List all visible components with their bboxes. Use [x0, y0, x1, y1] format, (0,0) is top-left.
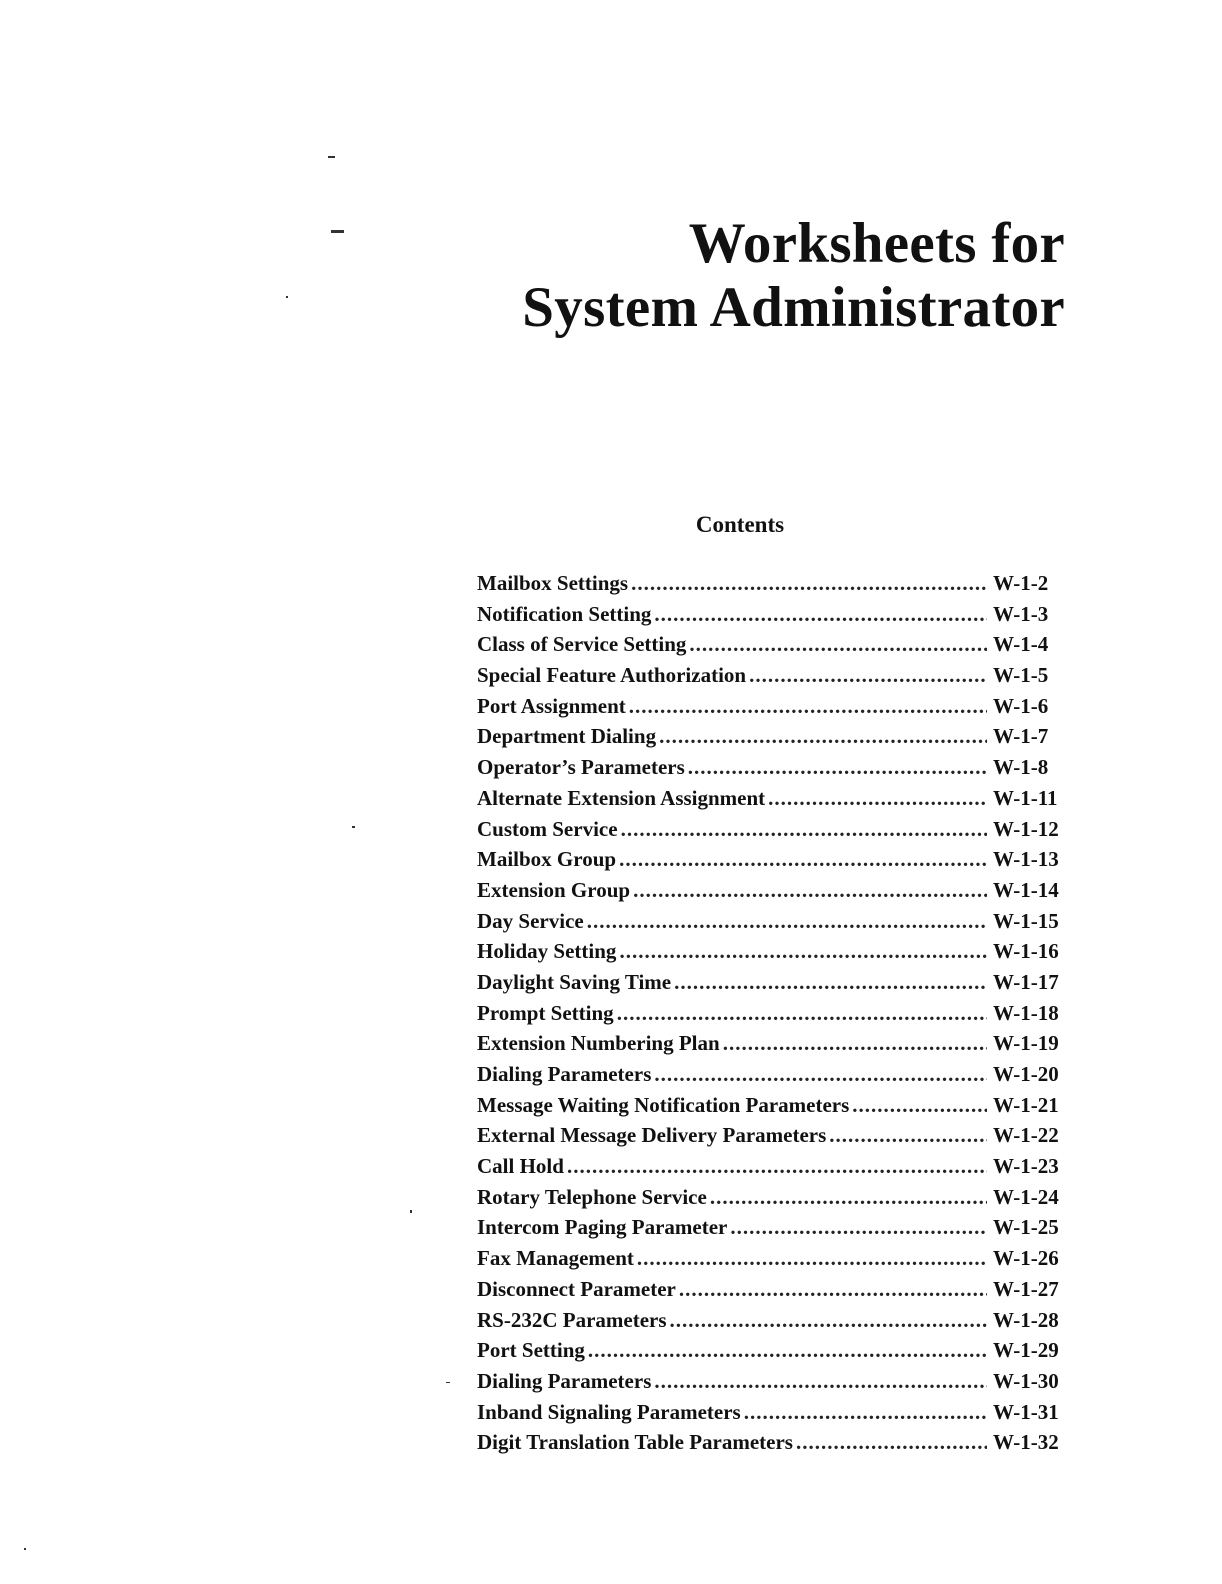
toc-entry-title: Extension Numbering Plan [477, 1031, 720, 1056]
toc-entry[interactable] [477, 939, 1071, 970]
toc-leader-dots [796, 1430, 987, 1455]
toc-leader-dots [730, 1215, 987, 1240]
toc-leader-dots [619, 847, 987, 872]
toc-entry-title: RS-232C Parameters [477, 1307, 667, 1332]
toc-entry-page: W-1-23 [993, 1154, 1059, 1179]
toc-leader-dots [723, 1031, 987, 1056]
toc-entry-title: Operator’s Parameters [477, 755, 685, 780]
scan-mark [352, 826, 355, 828]
toc-entry-page: W-1-32 [993, 1430, 1059, 1455]
toc-leader-dots [633, 878, 987, 903]
toc-entry-title: Digit Translation Table Parameters [477, 1430, 793, 1455]
toc-entry-page: W-1-21 [993, 1092, 1059, 1117]
toc-entry-title: Mailbox Settings [477, 571, 629, 595]
toc-entry-title: Day Service [477, 908, 584, 933]
scan-mark [24, 1548, 26, 1550]
toc-entry-title: Class of Service Setting [477, 632, 687, 657]
toc-entry-page: W-1-11 [993, 785, 1058, 810]
toc-entry[interactable] [477, 724, 1071, 755]
contents-heading: Contents [695, 512, 785, 537]
toc-leader-dots [670, 1308, 987, 1333]
toc-entry-page: W-1-5 [993, 663, 1049, 688]
toc-entry[interactable] [477, 1246, 1071, 1277]
toc-entry-title: Message Waiting Notification Parameters [477, 1092, 850, 1117]
toc-entry-title: Extension Group [477, 877, 631, 902]
toc-entry-title: Holiday Setting [477, 939, 617, 964]
toc-leader-dots [749, 663, 987, 688]
toc-entry-title: Mailbox Group [477, 847, 617, 872]
toc-leader-dots [588, 1338, 987, 1363]
toc-entry[interactable] [477, 1338, 1071, 1369]
scan-mark [331, 230, 344, 233]
toc-entry-title: Dialing Parameters [477, 1062, 652, 1086]
toc-entry-title: Port Assignment [477, 693, 626, 718]
page-title [522, 212, 1065, 340]
toc-leader-dots [710, 1185, 987, 1210]
toc-entry-page: W-1-7 [993, 724, 1049, 749]
toc-entry-page: W-1-13 [993, 847, 1059, 872]
toc-entry-page: W-1-16 [993, 939, 1059, 964]
toc-entry[interactable] [477, 847, 1071, 878]
toc-entry[interactable] [477, 663, 1071, 694]
toc-entry-page: W-1-28 [993, 1307, 1059, 1332]
toc-entry[interactable] [477, 1308, 1071, 1339]
toc-entry-page: W-1-22 [993, 1123, 1059, 1148]
toc-entry-title: Custom Service [477, 816, 618, 841]
toc-entry-title: Daylight Saving Time [477, 969, 672, 994]
toc-leader-dots [631, 571, 987, 596]
toc-entry-title: Dialing Parameters [477, 1368, 652, 1393]
toc-entry-page: W-1-8 [993, 755, 1049, 780]
toc-entry[interactable] [477, 602, 1071, 633]
toc-entry-title: Alternate Extension Assignment [477, 785, 766, 810]
toc-entry-page: W-1-6 [993, 693, 1049, 718]
toc-entry[interactable] [477, 909, 1071, 940]
toc-entry-title: Call Hold [477, 1154, 564, 1179]
title-line-1: Worksheets for [688, 212, 1065, 275]
toc-entry-page: W-1-4 [993, 632, 1049, 657]
toc-entry[interactable] [477, 1369, 1071, 1400]
scan-mark [410, 1210, 412, 1213]
toc-entry-page: W-1-14 [993, 877, 1059, 902]
toc-entry-title: Department Dialing [477, 724, 657, 749]
toc-leader-dots [619, 939, 987, 964]
toc-entry-page: W-1-17 [993, 969, 1059, 994]
toc-entry[interactable] [477, 632, 1071, 663]
toc-entry-title: Prompt Setting [477, 1000, 614, 1025]
toc-entry[interactable] [477, 1400, 1071, 1431]
toc-leader-dots [654, 1369, 987, 1394]
toc-entry-page: W-1-15 [993, 908, 1059, 933]
toc-entry-title: Disconnect Parameter [477, 1276, 676, 1301]
toc-entry[interactable] [477, 970, 1071, 1001]
scan-mark [286, 296, 288, 298]
toc-entry-page: W-1-31 [993, 1399, 1059, 1424]
toc-entry-title: Fax Management [477, 1246, 634, 1271]
toc-leader-dots [768, 786, 987, 811]
toc-entry-page: W-1-20 [993, 1062, 1059, 1086]
toc-entry[interactable] [477, 1185, 1071, 1216]
toc-entry-page: W-1-26 [993, 1246, 1059, 1271]
toc-entry[interactable] [477, 1430, 1071, 1461]
toc-entry[interactable] [477, 1154, 1071, 1185]
toc-leader-dots [689, 632, 987, 657]
toc-leader-dots [659, 724, 987, 749]
toc-entry[interactable] [477, 1123, 1071, 1154]
toc-leader-dots [621, 817, 987, 842]
toc-leader-dots [852, 1093, 987, 1118]
toc-leader-dots [654, 602, 987, 627]
toc-entry-page: W-1-19 [993, 1031, 1059, 1056]
toc-leader-dots [744, 1400, 987, 1425]
table-of-contents [477, 571, 1071, 1461]
toc-entry[interactable] [477, 1001, 1071, 1032]
toc-leader-dots [688, 755, 987, 780]
toc-entry-title: Notification Setting [477, 601, 652, 626]
toc-entry-page: W-1-12 [993, 816, 1059, 841]
toc-entry-page: W-1-18 [993, 1000, 1059, 1025]
toc-leader-dots [679, 1277, 987, 1302]
toc-entry[interactable] [477, 1215, 1071, 1246]
toc-leader-dots [654, 1062, 987, 1087]
toc-entry-title: Port Setting [477, 1338, 585, 1363]
toc-entry-title: Inband Signaling Parameters [477, 1399, 741, 1424]
toc-entry[interactable] [477, 1277, 1071, 1308]
toc-entry-title: Intercom Paging Parameter [477, 1215, 728, 1240]
toc-leader-dots [637, 1246, 987, 1271]
toc-entry[interactable] [477, 755, 1071, 786]
toc-entry[interactable] [477, 1062, 1071, 1093]
toc-leader-dots [629, 694, 987, 719]
toc-leader-dots [829, 1123, 987, 1148]
toc-leader-dots [617, 1001, 987, 1026]
toc-entry[interactable] [477, 878, 1071, 909]
toc-leader-dots [567, 1154, 987, 1179]
toc-entry[interactable] [477, 1031, 1071, 1062]
toc-entry-page: W-1-29 [993, 1338, 1059, 1363]
scan-mark [328, 156, 335, 158]
toc-entry[interactable] [477, 786, 1071, 817]
toc-leader-dots [587, 909, 987, 934]
toc-entry-title: Special Feature Authorization [477, 663, 747, 688]
toc-entry-title: External Message Delivery Parameters [477, 1123, 827, 1148]
toc-entry-page: W-1-30 [993, 1368, 1059, 1393]
scan-mark [446, 1382, 450, 1383]
toc-entry-page: W-1-3 [993, 601, 1049, 626]
toc-entry-page: W-1-27 [993, 1276, 1059, 1301]
toc-entry-page: W-1-2 [993, 571, 1049, 595]
toc-entry[interactable] [477, 571, 1071, 602]
toc-entry[interactable] [477, 694, 1071, 725]
toc-entry[interactable] [477, 817, 1071, 848]
toc-entry-page: W-1-25 [993, 1215, 1059, 1240]
title-line-2: System Administrator [522, 276, 1065, 339]
toc-leader-dots [674, 970, 987, 995]
toc-entry-title: Rotary Telephone Service [477, 1184, 707, 1209]
toc-entry-page: W-1-24 [993, 1184, 1059, 1209]
toc-entry[interactable] [477, 1093, 1071, 1124]
